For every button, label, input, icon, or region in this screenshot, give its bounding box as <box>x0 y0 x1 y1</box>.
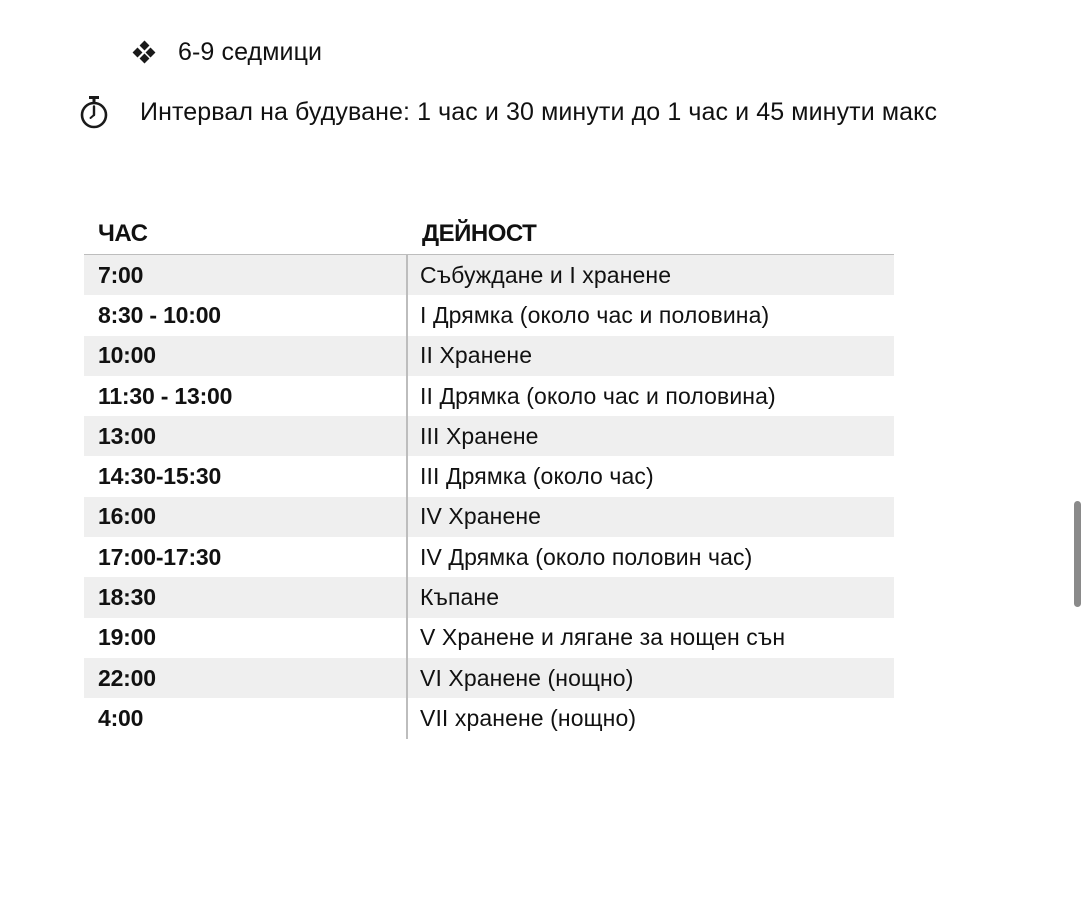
stopwatch-icon <box>78 95 110 129</box>
table-header <box>84 215 894 255</box>
time-cell: 13:00 <box>84 416 408 456</box>
time-cell: 8:30 - 10:00 <box>84 295 408 335</box>
time-cell: 7:00 <box>84 255 408 295</box>
table-row <box>84 336 894 376</box>
diamond-bullet-icon <box>134 42 154 62</box>
time-cell: 11:30 - 13:00 <box>84 376 408 416</box>
activity-cell: III Хранене <box>420 422 539 449</box>
wake-interval-line <box>78 92 937 132</box>
activity-cell: VI Хранене (нощно) <box>420 664 634 691</box>
activity-cell: VII хранене (нощно) <box>420 704 637 731</box>
activity-cell: V Хранене и лягане за нощен сън <box>420 624 786 651</box>
table-row <box>84 416 894 456</box>
table-row <box>84 376 894 416</box>
time-cell: 10:00 <box>84 336 408 376</box>
activity-cell: I Дрямка (около час и половина) <box>420 301 770 328</box>
header-activity: ДЕЙНОСТ <box>422 220 537 247</box>
activity-cell: IV Хранене <box>420 503 542 530</box>
table-row <box>84 497 894 537</box>
activity-cell: III Дрямка (около час) <box>420 463 654 490</box>
table-row <box>84 456 894 496</box>
table-row <box>84 618 894 658</box>
time-cell: 4:00 <box>84 698 408 738</box>
table-row <box>84 658 894 698</box>
section-heading <box>134 34 322 70</box>
schedule-table <box>84 215 894 739</box>
table-row <box>84 577 894 617</box>
time-cell: 18:30 <box>84 577 408 617</box>
activity-cell: Събуждане и I хранене <box>420 261 672 288</box>
table-body <box>84 255 894 739</box>
activity-cell: IV Дрямка (около половин час) <box>420 543 753 570</box>
table-row <box>84 295 894 335</box>
time-cell: 22:00 <box>84 658 408 698</box>
activity-cell: II Дрямка (около час и половина) <box>420 382 776 409</box>
activity-cell: II Хранене <box>420 342 533 369</box>
time-cell: 19:00 <box>84 618 408 658</box>
time-cell: 14:30-15:30 <box>84 456 408 496</box>
table-row <box>84 537 894 577</box>
time-cell: 17:00-17:30 <box>84 537 408 577</box>
activity-cell: Къпане <box>420 584 500 611</box>
wake-interval-text: Интервал на будуване: 1 час и 30 минути до 1 час и 45 минути макс <box>140 97 938 126</box>
time-cell: 16:00 <box>84 497 408 537</box>
header-time: ЧАС <box>98 220 148 247</box>
scrollbar-thumb[interactable] <box>1074 501 1081 607</box>
table-row <box>84 255 894 295</box>
section-heading-text: 6-9 седмици <box>178 37 323 66</box>
table-row <box>84 698 894 738</box>
